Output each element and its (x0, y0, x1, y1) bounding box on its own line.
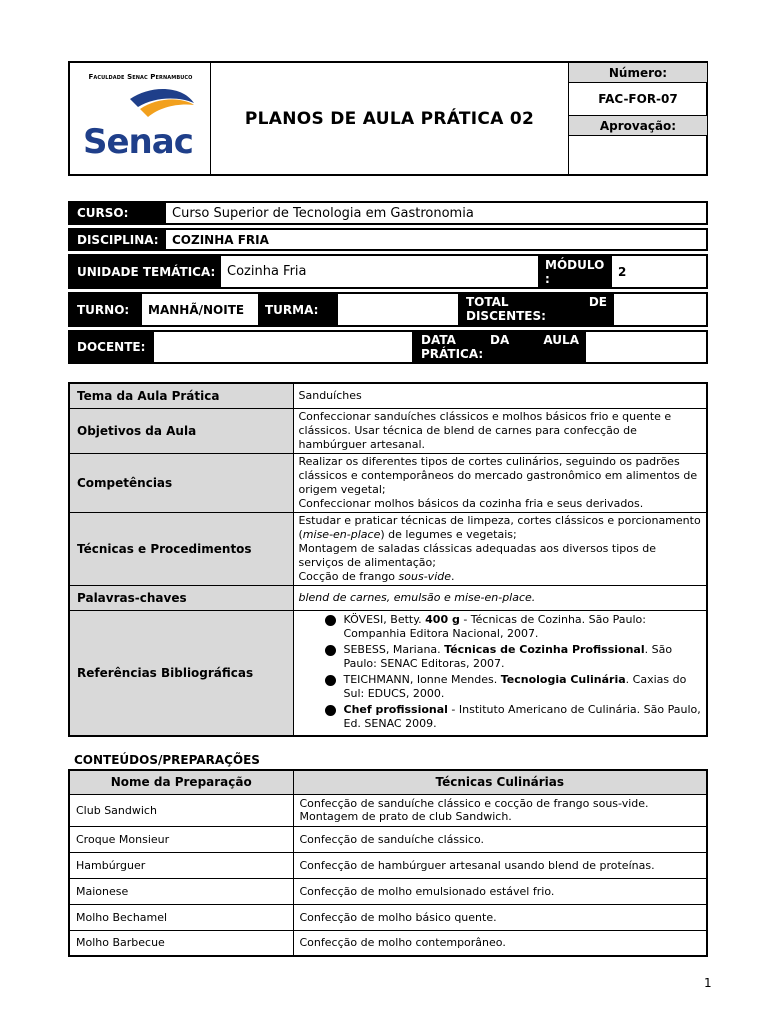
palavras-label: Palavras-chaves (69, 585, 293, 610)
bullet-icon (325, 675, 336, 686)
turma-value (338, 294, 458, 325)
aprovacao-value (569, 136, 707, 174)
tecnica-text: Estudar e praticar técnicas de limpeza, cortes clássicos e porcionamento ( (298, 513, 701, 541)
table-row (69, 930, 707, 956)
ref-title: Chef profissional (343, 702, 448, 716)
bullet-icon (325, 615, 336, 626)
plan-row-palavras (69, 585, 707, 610)
numero-value: FAC-FOR-07 (569, 83, 707, 116)
reference-item (319, 703, 702, 731)
total-discentes-label (458, 294, 614, 325)
table-row (69, 826, 707, 852)
aprovacao-label: Aprovação: (569, 116, 707, 136)
palavras-value: blend de carnes, emulsão e mise-en-place. (293, 585, 707, 610)
tecnica-text: . (451, 569, 455, 583)
ref-rest: . Caxias do Sul: EDUCS, 2000. (343, 672, 687, 700)
plan-row-tema (69, 383, 707, 408)
table-row (69, 794, 707, 826)
form-info (568, 63, 706, 174)
tecnicas-label: Técnicas e Procedimentos (69, 512, 293, 585)
prep-technique-line: Confecção de sanduíche clássico e cocção de frango sous-vide. (299, 797, 649, 810)
docente-label: DOCENTE: (70, 332, 154, 362)
unidade-value: Cozinha Fria (220, 256, 538, 287)
objetivos-label: Objetivos da Aula (69, 408, 293, 453)
tecnica-italic: sous-vide (398, 569, 451, 583)
data-label-3: AULA (543, 333, 579, 347)
ref-title: Tecnologia Culinária (500, 672, 626, 686)
data-aula-value (586, 332, 592, 362)
tema-label: Tema da Aula Prática (69, 383, 293, 408)
plan-row-tecnicas (69, 512, 707, 585)
total-discentes-value (614, 294, 620, 325)
ref-title: 400 g (425, 612, 460, 626)
modulo-label (538, 256, 612, 287)
plan-row-objetivos (69, 408, 707, 453)
ref-title: Técnicas de Cozinha Profissional (444, 642, 645, 656)
competencia-item: Realizar os diferentes tipos de cortes culinários, seguindo os padrões clássicos e contemporâneos do mercado gastronômico em alimentos de origem vegetal; (298, 454, 698, 496)
curso-label: CURSO: (70, 203, 166, 223)
disciplina-label: DISCIPLINA: (70, 230, 166, 249)
modulo-label-1: MÓDULO (545, 257, 605, 272)
referencias-label: Referências Bibliográficas (69, 610, 293, 736)
prep-name: Hambúrguer (69, 852, 293, 878)
svg-text:Senac: Senac (83, 122, 193, 162)
total-label-3: DISCENTES: (466, 309, 546, 323)
prep-name: Club Sandwich (69, 794, 293, 826)
page-number: 1 (704, 976, 712, 990)
referencias-value (293, 610, 707, 736)
table-row (69, 904, 707, 930)
tecnica-text: ) de legumes e vegetais; (380, 527, 517, 541)
prep-technique: Confecção de molho emulsionado estável frio. (293, 878, 707, 904)
ref-rest: . São Paulo: SENAC Editoras, 2007. (343, 642, 673, 670)
data-label-2: DA (490, 333, 510, 347)
plan-row-referencias (69, 610, 707, 736)
references-list (299, 613, 702, 731)
ref-rest: - Instituto Americano de Culinária. São Paulo, Ed. SENAC 2009. (343, 702, 701, 730)
total-label-1: TOTAL (466, 295, 509, 309)
row-unidade (68, 254, 708, 289)
table-row (69, 878, 707, 904)
bullet-icon (325, 645, 336, 656)
contents-table (68, 769, 708, 957)
tecnica-item (299, 570, 702, 584)
unidade-label: UNIDADE TEMÁTICA: (70, 256, 220, 287)
prep-name: Molho Bechamel (69, 904, 293, 930)
row-docente (68, 330, 708, 364)
competencias-label: Competências (69, 453, 293, 512)
turno-label: TURNO: (70, 294, 142, 325)
table-row (69, 852, 707, 878)
competencias-value (293, 453, 707, 512)
prep-technique (293, 794, 707, 826)
reference-item (319, 613, 702, 641)
objetivos-value: Confeccionar sanduíches clássicos e molhos básicos frio e quente e clássicos. Usar técnica de blend de carnes para confecção de hambúrguer artesanal. (293, 408, 707, 453)
prep-technique: Confecção de hambúrguer artesanal usando blend de proteínas. (293, 852, 707, 878)
modulo-label-2: : (545, 271, 550, 286)
contents-header-row (69, 770, 707, 794)
total-label-2: DE (588, 295, 607, 309)
tecnica-item (299, 514, 702, 542)
reference-item (319, 673, 702, 701)
plan-row-competencias (69, 453, 707, 512)
data-aula-label (412, 332, 586, 362)
document-header (68, 61, 708, 176)
faculty-name: Faculdade Senac Pernambuco (88, 73, 193, 81)
row-turno (68, 292, 708, 327)
turma-label: TURMA: (258, 294, 338, 325)
prep-name: Croque Monsieur (69, 826, 293, 852)
prep-name: Molho Barbecue (69, 930, 293, 956)
logo-cell (70, 63, 211, 174)
tecnica-item: Montagem de saladas clássicas adequadas aos diversos tipos de serviços de alimentação; (298, 541, 656, 569)
col-header-tecnicas: Técnicas Culinárias (293, 770, 707, 794)
docente-value (154, 332, 412, 362)
prep-technique-line: Montagem de prato de club Sandwich. (299, 810, 512, 823)
contents-title: CONTEÚDOS/PREPARAÇÕES (74, 753, 260, 767)
senac-logo (70, 63, 211, 174)
lesson-plan-table (68, 382, 708, 737)
modulo-value: 2 (618, 264, 627, 279)
ref-author: KÖVESI, Betty. (343, 612, 426, 626)
numero-label: Número: (569, 63, 707, 83)
ref-author: SEBESS, Mariana. (343, 642, 445, 656)
prep-technique: Confecção de molho contemporâneo. (293, 930, 707, 956)
turno-value: MANHÃ/NOITE (148, 302, 245, 317)
col-header-nome: Nome da Preparação (69, 770, 293, 794)
document-title: PLANOS DE AULA PRÁTICA 02 (244, 108, 535, 129)
competencia-item: Confeccionar molhos básicos da cozinha fria e seus derivados. (298, 496, 644, 510)
prep-technique: Confecção de sanduíche clássico. (293, 826, 707, 852)
prep-name: Maionese (69, 878, 293, 904)
curso-value: Curso Superior de Tecnologia em Gastronomia (172, 205, 474, 221)
tecnica-text: Cocção de frango (298, 569, 399, 583)
data-label-1: DATA (421, 333, 456, 347)
row-disciplina (68, 228, 708, 251)
disciplina-value: COZINHA FRIA (172, 232, 269, 247)
ref-author: TEICHMANN, Ionne Mendes. (343, 672, 501, 686)
prep-technique: Confecção de molho básico quente. (293, 904, 707, 930)
data-label-4: PRÁTICA: (421, 347, 484, 361)
ref-rest: - Técnicas de Cozinha. São Paulo: Companhia Editora Nacional, 2007. (343, 612, 646, 640)
tecnica-italic: mise-en-place (302, 527, 381, 541)
tecnicas-value (293, 512, 707, 585)
reference-item (319, 643, 702, 671)
bullet-icon (325, 705, 336, 716)
tema-value: Sanduíches (293, 383, 707, 408)
row-curso (68, 201, 708, 225)
